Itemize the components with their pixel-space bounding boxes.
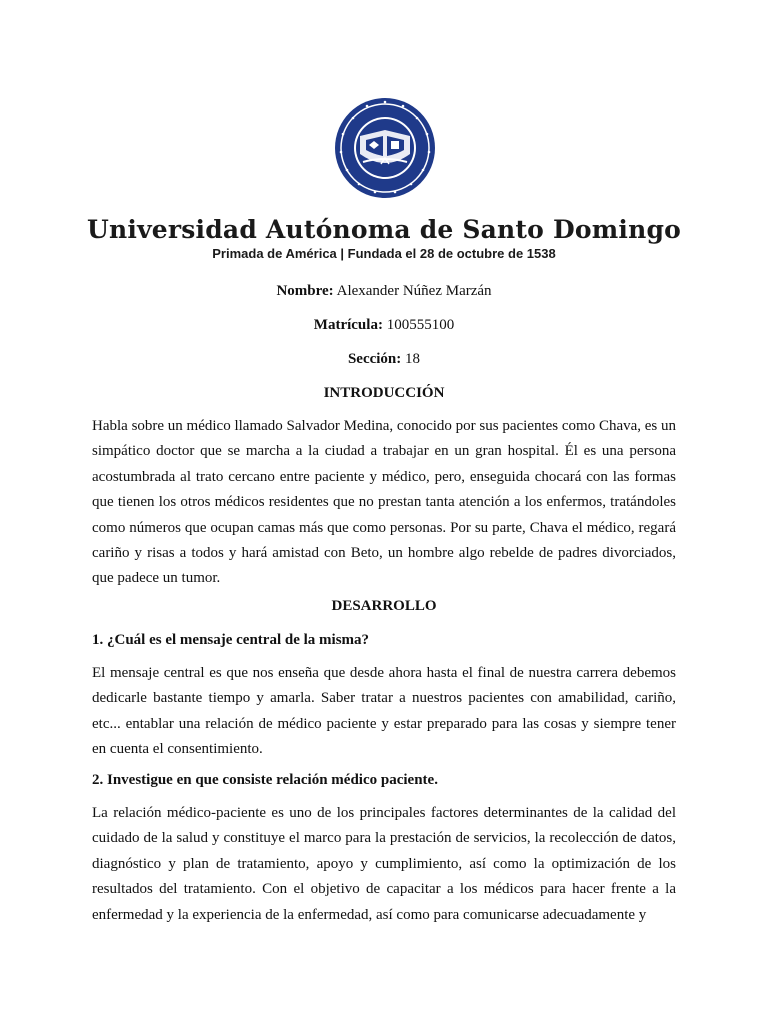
introduction-heading: INTRODUCCIÓN	[323, 385, 445, 401]
student-id-value: 100555100	[386, 317, 455, 333]
student-id-line	[0, 317, 768, 334]
student-name-label: Nombre:	[276, 283, 334, 299]
question-2: 2. Investigue en que consiste relación médico paciente.	[92, 772, 438, 788]
university-seal-icon	[333, 96, 437, 200]
answer-1-paragraph: El mensaje central es que nos enseña que desde ahora hasta el final de nuestra carrera debemos dedicarle bastante tiempo y amarla. Saber tratar a nuestros pacientes con amabilidad, cariño, etc... entablar una relación de médico paciente y estar preparado para las cosas y siempre tener en cuenta el consentimiento.	[92, 665, 676, 758]
development-heading: DESARROLLO	[331, 598, 437, 614]
question-1: 1. ¿Cuál es el mensaje central de la misma?	[92, 632, 370, 648]
section-line	[0, 351, 768, 368]
introduction-paragraph: Habla sobre un médico llamado Salvador Medina, conocido por sus pacientes como Chava, es un simpático doctor que se marcha a la ciudad a trabajar en un gran hospital. Él es una persona acostumbrada al trato cercano entre paciente y médico, pero, enseguida chocará con las formas que tienen los otros médicos residentes que no prestan tanta atención a los enfermos, tratándoles como números que ocupan camas más que como personas. Por su parte, Chava el médico, regará cariño y risas a todos y hará amistad con Beto, un hombre algo rebelde de padres divorciados, que padece un tumor.	[92, 418, 677, 587]
section-value: 18	[405, 351, 421, 367]
university-tagline: Primada de América | Fundada el 28 de octubre de 1538	[212, 246, 556, 261]
section-label: Sección:	[347, 351, 402, 367]
student-name-line	[0, 283, 768, 300]
student-id-label: Matrícula:	[313, 317, 383, 333]
university-name: Universidad Autónoma de Santo Domingo	[87, 215, 681, 244]
student-name-value: Alexander Núñez Marzán	[336, 283, 492, 299]
answer-2-paragraph: La relación médico-paciente es uno de los principales factores determinantes de la calidad del cuidado de la salud y constituye el marco para la prestación de servicios, la recolección de datos, diagnóstico y plan de tratamiento, apoyo y cumplimiento, así como la optimización de los resultados del tratamiento. Con el objetivo de capacitar a los médicos para hacer frente a la enfermedad y la experiencia de la enfermedad, así como para comunicarse adecuadamente y	[92, 805, 676, 923]
